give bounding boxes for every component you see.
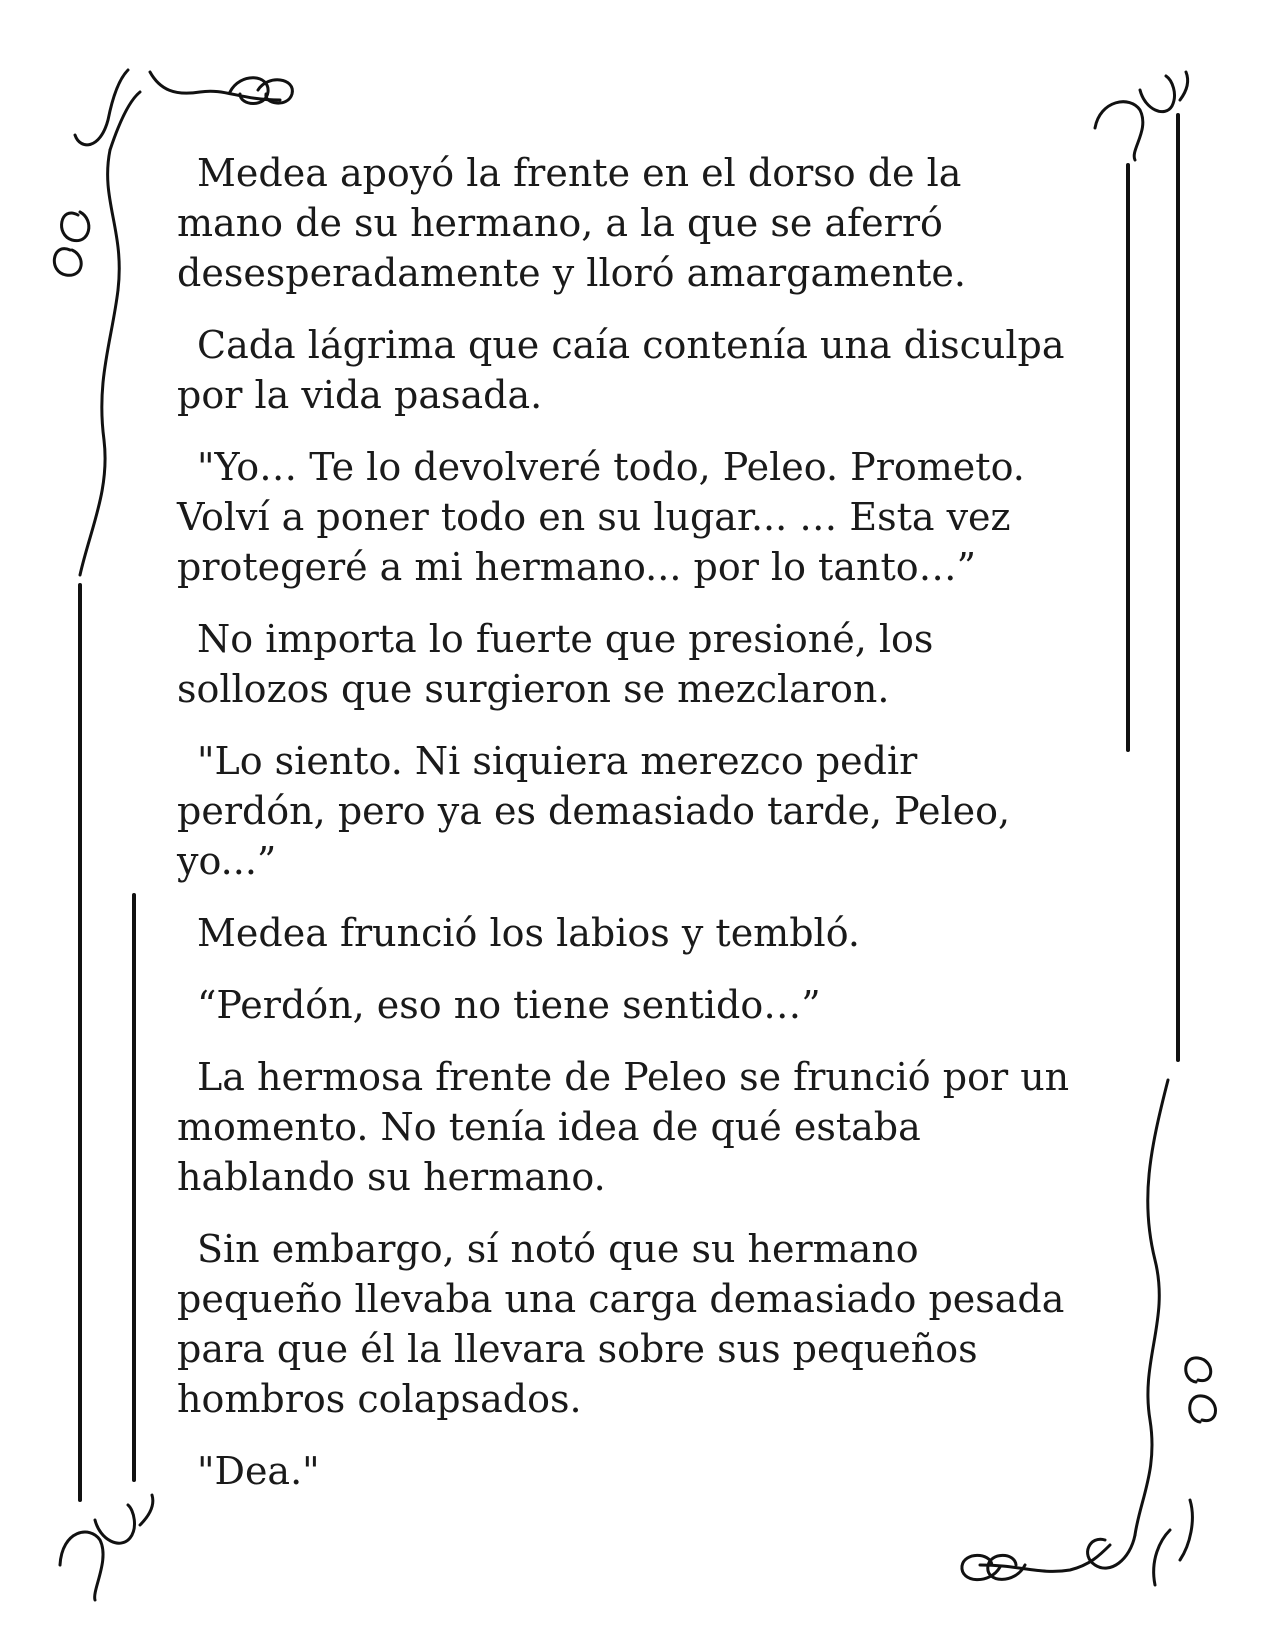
paragraph: Medea frunció los labios y tembló.	[197, 911, 860, 955]
paragraph: La hermosa frente de Peleo se frunció por un momento. No tenía idea de qué estaba hablando su hermano.	[177, 1055, 1070, 1199]
paragraph: "Lo siento. Ni siquiera merezco pedir perdón, pero ya es demasiado tarde, Peleo, yo...”	[177, 739, 1011, 883]
paragraph: “Perdón, eso no tiene sentido…”	[197, 983, 821, 1027]
paragraph: Sin embargo, sí notó que su hermano pequeño llevaba una carga demasiado pesada para que él la llevara sobre sus pequeños hombros colapsados.	[177, 1227, 1065, 1421]
top-right-flourish	[1095, 72, 1188, 160]
paragraph: "Dea."	[197, 1449, 320, 1493]
paragraph: Medea apoyó la frente en el dorso de la mano de su hermano, a la que se aferró desesperadamente y lloró amargamente.	[177, 151, 966, 295]
paragraph: "Yo… Te lo devolveré todo, Peleo. Prometo. Volví a poner todo en su lugar... … Esta vez protegeré a mi hermano... por lo tanto…”	[177, 445, 1025, 589]
bottom-left-flourish	[60, 1495, 153, 1600]
paragraph: No importa lo fuerte que presioné, los sollozos que surgieron se mezclaron.	[177, 617, 934, 711]
paragraph: Cada lágrima que caía contenía una disculpa por la vida pasada.	[177, 323, 1065, 417]
story-text	[177, 148, 1077, 1518]
